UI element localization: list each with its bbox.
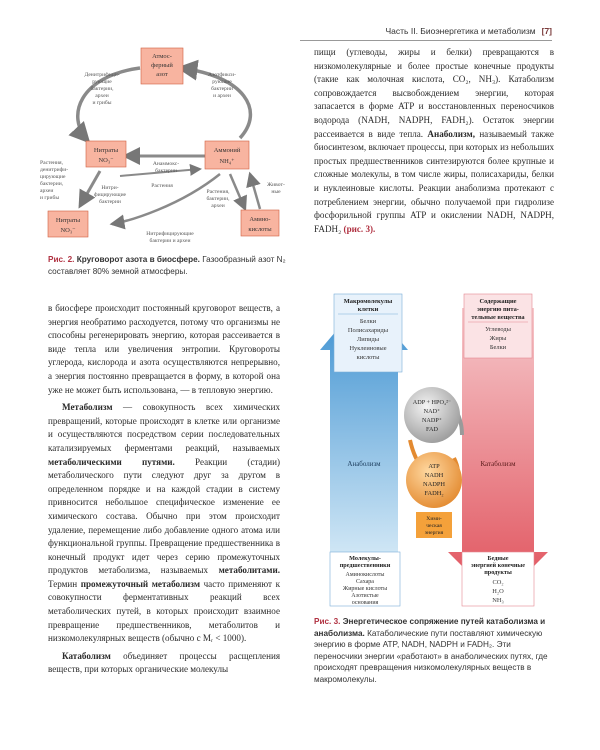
precursors-title-1: Молекулы-: [349, 555, 381, 562]
left-p2c: Термин: [48, 578, 78, 589]
label-anammox-2: бактерии: [155, 168, 177, 174]
node-amino-acids-line1: Амино-: [249, 216, 271, 223]
orange-circle-1: ATP: [428, 463, 440, 470]
label-plants-denitr-3: цирующие: [40, 174, 66, 180]
macro-item-1: Белки: [359, 318, 377, 325]
intermediate-term: промежуточный метаболизм: [80, 578, 201, 589]
catabolism-label: Катаболизм: [480, 460, 516, 468]
label-nitrifying-left: [94, 185, 127, 205]
gray-circle-2: NAD⁺: [423, 408, 441, 415]
label-plants-denitr-5: археи: [40, 188, 54, 194]
label-denitrifying-4: археи: [95, 93, 109, 99]
fig3-reference: (рис. 3).: [343, 223, 376, 234]
node-atmosphere-line3: азот: [156, 71, 168, 78]
gray-circle: [404, 387, 460, 443]
label-plants-denitr: [40, 160, 68, 201]
orange-circle-2: NADH: [424, 472, 444, 479]
label-nitrifying-left-3: бактерии: [99, 199, 121, 205]
node-nitrates-left-line2: NO₃⁻: [98, 157, 114, 164]
node-nitrates-bottom-line1: Нитраты: [55, 217, 81, 224]
macro-item-2: Полисахариды: [347, 327, 389, 334]
gray-circle-3: NADP⁺: [421, 417, 443, 424]
nitrogen-cycle-diagram: [40, 46, 295, 251]
label-plants-bact-2: бактерии,: [206, 196, 230, 202]
left-column-text: [48, 302, 280, 677]
precursor-item-1: Аминокислоты: [345, 572, 385, 578]
fig2-text: Газообразный азот N₂ составляет 80% земной атмосферы.: [48, 255, 286, 276]
orange-circle-4: FADH₂: [424, 490, 444, 497]
metabolic-paths-term: метаболическими путями.: [48, 456, 175, 467]
arrow-nitrify-left: [80, 171, 100, 206]
left-p2a: — совокупность всех химических превращений, которые происходят в клетке или организме и осуществляются посредством серии последовательных катализируемых ферментами реакций, называемых: [48, 402, 280, 453]
label-animals-1: Живот-: [267, 182, 285, 188]
label-nitrifying-bottom-2: бактерии и археи: [149, 238, 191, 244]
label-plants-denitr-1: Растения,: [40, 160, 63, 166]
fig3-title: Энергетическое сопряжение путей катаболизма и анаболизма.: [314, 617, 546, 638]
precursor-item-3: Жирные кислоты: [342, 586, 388, 592]
fig2-title: Круговорот азота в биосфере.: [76, 255, 200, 264]
label-nitrifying-bottom-1: Нитрифицирующие: [146, 231, 194, 237]
header-rule: [300, 40, 552, 41]
node-nitrates-left: [86, 141, 126, 167]
running-header: [300, 26, 552, 36]
label-denitrifying-3: бактерии,: [90, 86, 114, 92]
nutrients-title-1: Содержащие: [479, 298, 517, 305]
node-ammonium-line1: Аммоний: [213, 147, 241, 154]
macromolecules-title-2: клетки: [357, 306, 379, 313]
nutrients-title-2: энергию пита-: [477, 306, 519, 313]
right-column-text: [314, 46, 554, 236]
node-ammonium: [205, 141, 249, 169]
node-atmosphere-line2: ферный: [151, 62, 173, 69]
macro-item-3: Липиды: [356, 336, 380, 343]
precursors-title-2: предшественники: [339, 562, 391, 569]
arrow-nitrify-bottom: [112, 174, 220, 224]
metabolites-term: метаболитами.: [218, 565, 280, 576]
precursor-item-4: Азотистые: [351, 593, 379, 599]
fig3-caption: [314, 616, 554, 685]
label-nitrifying-bottom: [146, 230, 194, 244]
label-azotfixing-1: Азотфикси-: [208, 72, 236, 78]
label-anammox: [153, 161, 179, 174]
label-plants-denitr-4: бактерии,: [40, 181, 64, 187]
end-products-title-1: Бедные: [487, 555, 509, 562]
anabolism-term: Анаболизм,: [427, 128, 475, 139]
orange-circle-3: NADPH: [422, 481, 446, 488]
gray-circle-4: FAD: [426, 426, 438, 433]
node-atmosphere-line1: Атмос-: [152, 53, 172, 60]
node-amino-acids: [241, 210, 279, 236]
catabolism-term: Катаболизм: [62, 650, 111, 661]
label-azotfixing-4: и археи: [213, 93, 231, 99]
label-plants-denitr-6: и грибы: [40, 195, 60, 201]
fig3-label: Рис. 3.: [314, 617, 341, 626]
label-animals: [267, 182, 285, 195]
node-nitrates-left-line1: Нитраты: [93, 147, 119, 154]
node-amino-acids-line2: кислоты: [248, 226, 272, 233]
label-denitrifying-2: рующие: [92, 79, 112, 85]
left-p3: объединяет процессы расщепления веществ, при которых органические молекулы: [48, 650, 281, 675]
label-azotfixing-2: рующие: [212, 79, 232, 85]
label-nitrifying-left-1: Нитри-: [101, 185, 119, 191]
page-number: [7]: [541, 26, 552, 36]
label-animals-2: ные: [271, 189, 281, 195]
label-denitrifying-1: Денитрифици-: [84, 72, 120, 78]
nutrients-title-3: тельные вещества: [471, 314, 525, 321]
label-plants-bact-3: археи: [211, 203, 225, 209]
gray-circle-1: ADP + HPO₄²⁻: [412, 399, 452, 406]
label-azotfixing-3: бактерии: [211, 86, 233, 92]
label-plants-denitr-2: денитрифи-: [40, 167, 69, 173]
left-p2b: Реакции (стадии) метаболического пути следуют друг за другом в определенном порядке и на каждой стадии в систему привносится небольшое специфическое изменение ее химического состава. Обычно при этом происходит удаление, перемещение либо добавление одного атома или функциональной группы. Превращение предшественника в конечный продукт идет через серию промежуточных продуктов метаболизма, называемых: [48, 456, 280, 576]
label-denitrifying: [84, 71, 119, 106]
left-p1: в биосфере происходит постоянный круговорот веществ, а энергия необратимо расходуется, потому что организмы не способны регенерировать энергию, которая рассеивается в виде тепла или увеличения энтропии. Круговороты углерода, кислорода и азота осуществляются непрерывно, а энергия постоянно превращается в форму, в которой она уже не может быть использована, — в тепловую энергию.: [48, 303, 280, 395]
metabolism-term: Метаболизм: [62, 402, 113, 413]
fig2-label: Рис. 2.: [48, 255, 75, 264]
end-products-title-2: энергией конечные: [470, 562, 526, 569]
node-nitrates-bottom-line2: NO₃⁻: [60, 227, 76, 234]
anabolism-label: Анаболизм: [347, 460, 381, 468]
nutrient-item-1: Углеводы: [485, 326, 511, 333]
nutrient-item-2: Жиры: [489, 335, 507, 342]
chem-energy-1: Хими-: [426, 516, 442, 522]
end-product-item-2: H₂O: [492, 588, 504, 595]
macro-item-4: Нуклеиновые: [349, 345, 387, 352]
label-anammox-1: Анаммокс-: [152, 161, 180, 167]
nutrient-item-3: Белки: [489, 344, 507, 351]
macromolecules-title-1: Макромолекулы: [343, 298, 393, 305]
node-atmosphere: [141, 48, 183, 84]
label-plants-mid: Растения: [151, 183, 173, 189]
precursor-item-5: основания: [351, 600, 379, 606]
arrow-from-amino: [250, 174, 260, 209]
label-plants-bact-1: Растения,: [206, 189, 230, 195]
fig3-text: Катаболические пути поставляют химическую энергию в форме ATP, NADH, NADPH и FADH₂. Эти переносчики энергии «работают» в анаболических путях, где происходят превращения низкомолекулярных веществ в макромолекулы.: [314, 628, 548, 684]
node-ammonium-line2: NH₄⁺: [219, 158, 235, 165]
chem-energy-3: энергия: [424, 530, 444, 536]
fig2-caption: [48, 254, 298, 277]
node-nitrates-bottom: [48, 211, 88, 237]
chem-energy-2: ческая: [426, 523, 442, 529]
label-nitrifying-left-2: фицирующие: [93, 192, 127, 198]
left-p2d: часто применяют к совокупности ферментативных реакций всех метаболических путей, в которых происходит взаимное превращение предшественников, метаболитов и низкомолекулярных веществ (обычно с Mᵣ < 1000).: [48, 578, 281, 644]
energy-coupling-diagram: [312, 290, 554, 608]
label-denitrifying-5: и грибы: [92, 100, 112, 106]
label-plants-bact: [206, 189, 230, 209]
arrow-to-amino: [230, 174, 245, 209]
running-header-title: Часть II. Биоэнергетика и метаболизм: [385, 26, 536, 36]
macro-item-5: кислоты: [356, 354, 380, 361]
orange-circle: [406, 452, 462, 508]
right-column-p1: пищи (углеводы, жиры и белки) превращаются в низкомолекулярные и более простые конечные продукты (такие как молочная кислота, CO₂, NH₃). Катаболизм сопровождается высвобождением энергии, которая запасается в форме ATP и восстановленных переносчиков водорода (NADH, NADPH, FADH₂). Остаток энергии рассеивается в виде тепла.: [314, 47, 554, 139]
right-column-p2: называемый также биосинтезом, включает процессы, при которых из небольших простых предшественников синтезируются более крупные и сложные молекулы, в том числе жиры, полисахариды, белки и нуклеиновые кислоты. Реакции анаболизма протекают с потреблением энергии, обычно получаемой при гидролизе фосфорильной группы ATP и окислении NADH, NADPH, FADH₂: [314, 128, 554, 234]
end-product-item-3: NH₃: [492, 597, 504, 604]
end-products-title-3: продукты: [484, 569, 512, 576]
end-product-item-1: CO₂: [492, 579, 504, 586]
precursor-item-2: Сахара: [356, 579, 374, 585]
